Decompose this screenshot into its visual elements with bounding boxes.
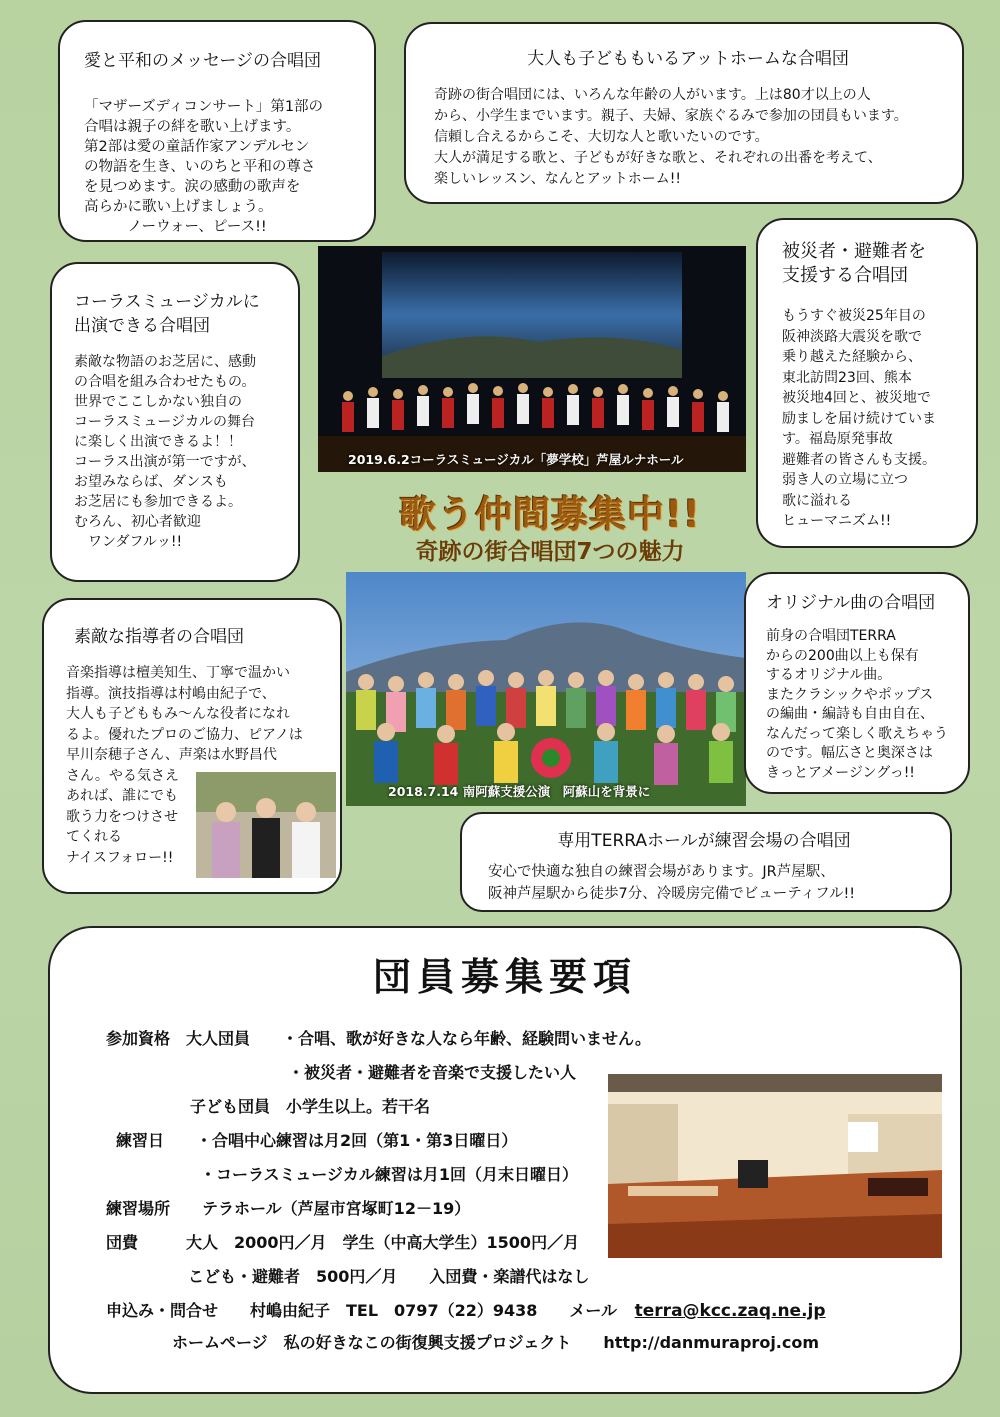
text-line: の物語を生き、いのちと平和の尊さ	[84, 159, 316, 175]
recruit-line-practice-days: 練習日 ・合唱中心練習は月2回（第1・第3日曜日）	[116, 1131, 518, 1150]
text-line: の編曲・編詩も自由自在、	[766, 706, 934, 722]
text-line: 大人が満足する歌と、子どもが好きな歌と、それぞれの出番を考えて、	[434, 150, 882, 166]
box-at-home	[404, 22, 964, 204]
text-line: ワンダフルッ!!	[74, 534, 183, 550]
text-line: ナイスフォロー!!	[66, 849, 174, 866]
stage-photo-image	[318, 246, 746, 472]
text-line: 歌に溢れる	[782, 492, 852, 509]
text-line: もうすぐ被災25年目の	[782, 308, 926, 324]
recruit-line-musical-practice: ・コーラスミュージカル練習は月1回（月末日曜日）	[200, 1165, 579, 1184]
text-line: 高らかに歌い上げましょう。	[84, 199, 273, 215]
text-line: 阪神芦屋駅から徒歩7分、冷暖房完備でビューティフル!!	[488, 886, 856, 902]
box-chorus-musical	[50, 262, 300, 582]
text-line: なんだって楽しく歌えちゃう	[766, 725, 948, 742]
text-line: からの200曲以上も保有	[766, 647, 919, 664]
text-line: るよ。優れたプロのご協力、ピアノは	[66, 726, 303, 743]
instructors-photo-image	[196, 772, 336, 878]
hall-photo	[608, 1074, 942, 1258]
box-title: 愛と平和のメッセージの合唱団	[84, 51, 321, 71]
aso-photo-image	[346, 572, 746, 806]
box-disaster-support	[756, 218, 978, 548]
text-line: 世界でここしかない独自の	[74, 394, 242, 410]
text-line: ヒューマニズム!!	[782, 513, 892, 529]
text-line: 音楽指導は檀美知生、丁寧で温かい	[66, 665, 290, 681]
title-line: 出演できる合唱団	[74, 316, 210, 336]
text-line: の合唱を組み合わせたもの。	[74, 374, 256, 390]
recruitment-section	[48, 926, 962, 1394]
box-original-songs	[744, 572, 970, 794]
instructors-photo	[196, 772, 336, 878]
text-line: 早川奈穂子さん、声楽は水野昌代	[66, 747, 277, 763]
hall-photo-image	[608, 1074, 942, 1258]
text-line: 信頼し合えるからこそ、大切な人と歌いたいのです。	[434, 129, 769, 145]
text-line: 東北訪問23回、熊本	[782, 369, 912, 386]
box-title	[782, 240, 966, 288]
recruit-line-children: 子ども団員 小学生以上。若干名	[190, 1097, 431, 1116]
box-love-peace	[58, 20, 376, 242]
text-line: ノーウォー、ピース!!	[84, 219, 267, 235]
text-line: コーラス出演が第一ですが、	[74, 454, 256, 470]
recruit-line-contact	[106, 1298, 826, 1321]
text-line: お望みならば、ダンスも	[74, 474, 228, 490]
text-line: から、小学生までいます。親子、夫婦、家族ぐるみで参加の団員もいます。	[434, 108, 908, 124]
aso-photo	[346, 572, 746, 806]
box-title: 専用TERRAホールが練習会場の合唱団	[557, 831, 851, 851]
text-line: コーラスミュージカルの舞台	[74, 414, 256, 430]
text-line: 奇跡の街合唱団には、いろんな年齢の人がいます。上は80才以上の人	[434, 87, 871, 103]
box-terra-hall	[460, 812, 952, 912]
text-line: 阪神淡路大震災を歌で	[782, 328, 922, 345]
title-line: コーラスミュージカルに	[74, 292, 260, 312]
text-line: 指導。演技指導は村嶋由紀子で、	[66, 685, 276, 702]
text-line: またクラシックやポップス	[766, 686, 934, 703]
box-body	[782, 306, 966, 532]
box-body	[766, 627, 962, 783]
text-line: きっとアメージングっ!!	[766, 764, 915, 781]
text-line: 歌う力をつけさせ	[66, 808, 178, 825]
text-line: 避難者の皆さんも支援。	[782, 451, 936, 468]
title-line: 支援する合唱団	[782, 265, 908, 286]
text-line: てくれる	[66, 829, 122, 845]
text-line: 安心で快適な独自の練習会場があります。JR芦屋駅、	[488, 864, 835, 880]
text-line: 第2部は愛の童話作家アンデルセン	[84, 139, 310, 155]
box-title	[74, 290, 292, 338]
box-body	[84, 97, 352, 237]
box-instructors	[42, 598, 342, 894]
box-title: オリジナル曲の合唱団	[766, 593, 936, 613]
text-line: 大人も子どももみ～んな役者になれ	[66, 706, 290, 722]
recruit-line-location: 練習場所 テラホール（芦屋市宮塚町12－19）	[106, 1199, 471, 1218]
recruitment-title: 団員募集要項	[372, 955, 637, 999]
text-line: す。福島原発事故	[782, 431, 893, 447]
text-line: 弱き人の立場に立つ	[782, 472, 908, 488]
recruit-line-homepage: ホームページ 私の好きなこの街復興支援プロジェクト http://danmuraproj.com	[172, 1333, 820, 1352]
text-line: むろん、初心者歓迎	[74, 514, 201, 530]
text-line: 「マザーズディコンサート」第1部の	[84, 99, 324, 115]
text-line: 楽しいレッスン、なんとアットホーム!!	[434, 171, 681, 187]
text-line: 合唱は親子の絆を歌い上げます。	[84, 119, 301, 135]
text-line: に楽しく出演できるよ！！	[74, 434, 242, 450]
email-link[interactable]: terra@kcc.zaq.ne.jp	[634, 1301, 826, 1321]
text-line: 素敵な物語のお芝居に、感動	[74, 354, 256, 370]
text-line: するオリジナル曲。	[766, 667, 892, 683]
box-title: 素敵な指導者の合唱団	[74, 627, 244, 647]
box-body	[74, 352, 292, 552]
text-line: 励ましを届け続けていま	[782, 410, 936, 427]
stage-photo	[318, 246, 746, 472]
text-line: のです。幅広さと奥深さは	[766, 745, 933, 761]
recruit-line-support: ・被災者・避難者を音楽で支援したい人	[288, 1063, 577, 1082]
text-line: 前身の合唱団TERRA	[766, 628, 896, 644]
text-line: 被災地4回と、被災地で	[782, 390, 931, 406]
text-line: お芝居にも参加できるよ。	[74, 494, 242, 510]
box-body	[488, 861, 940, 905]
box-title: 大人も子どももいるアットホームな合唱団	[527, 49, 849, 69]
text-line: あれば、誰にでも	[66, 788, 178, 804]
title-line: 被災者・避難者を	[782, 241, 926, 262]
contact-text: 申込み・問合せ 村嶋由紀子 TEL 0797（22）9438 メール	[106, 1301, 618, 1320]
text-line: を見つめます。涙の感動の歌声を	[84, 179, 301, 195]
box-body	[434, 85, 942, 190]
banner-title: 歌う仲間募集中!!	[399, 493, 701, 536]
text-line: 乗り越えた経験から、	[782, 349, 922, 365]
photo-caption: 2019.6.2コーラスミュージカル「夢学校」芦屋ルナホール	[348, 452, 684, 467]
recruit-line-fees: 団費 大人 2000円／月 学生（中高大学生）1500円／月	[106, 1233, 580, 1252]
recruit-line-eligibility: 参加資格 大人団員 ・合唱、歌が好きな人なら年齢、経験問いません。	[106, 1029, 651, 1048]
photo-caption: 2018.7.14 南阿蘇支援公演 阿蘇山を背景に	[388, 784, 651, 799]
recruit-line-child-fees: こども・避難者 500円／月 入団費・楽譜代はなし	[188, 1267, 590, 1286]
text-line: さん。やる気さえ	[66, 767, 179, 784]
banner-subtitle: 奇跡の街合唱団7つの魅力	[415, 539, 685, 565]
